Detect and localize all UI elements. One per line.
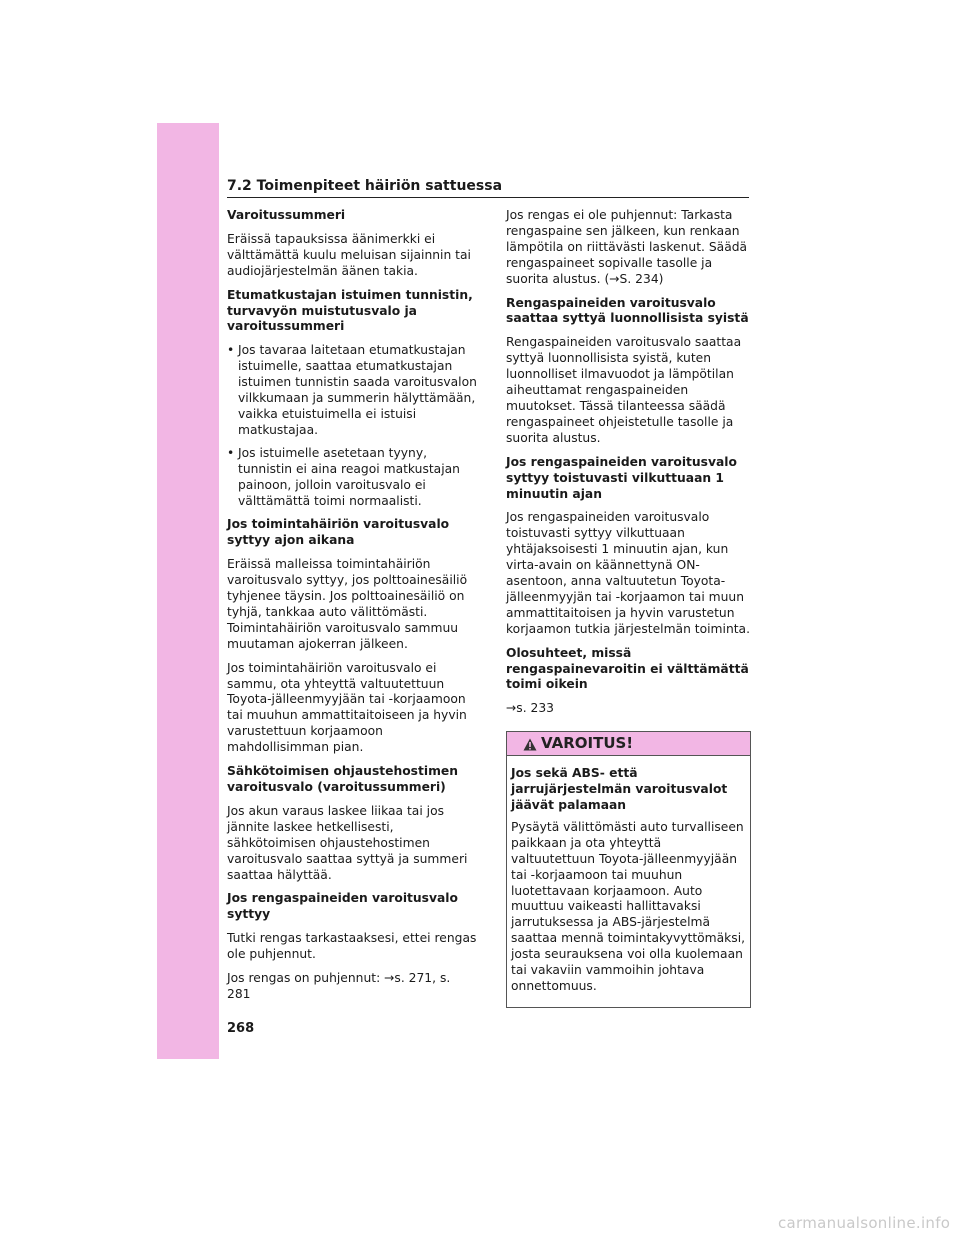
paragraph-page-reference: Jos rengas on puhjennut: →s. 271, s. 281 bbox=[227, 971, 451, 1001]
heading-passenger-sensor: Etumatkustajan istuimen tunnistin, turvavyön muistutusvalo ja varoitussummeri bbox=[227, 287, 473, 334]
warning-body bbox=[507, 756, 750, 1007]
page-number: 268 bbox=[227, 1021, 255, 1036]
warning-title: VAROITUS! bbox=[541, 734, 634, 753]
paragraph: Jos toimintahäiriön varoitusvalo ei sammu, ota yhteyttä valtuutettuun Toyota-jälleenmyyjään tai -korjaamoon tai muuhun ammattitaitoiseen ja hyvin varustettuun korjaamoon mahdollisimman pian. bbox=[227, 660, 467, 755]
warning-heading: Jos sekä ABS- että jarrujärjestelmän varoitusvalot jäävät palamaan bbox=[511, 766, 728, 812]
list-item: • Jos tavaraa laitetaan etumatkustajan istuimelle, saattaa etumatkustajan istuimen tunnistin saada varoitusvalon vilkkumaan ja summerin hälyttämään, vaikka etuistuimella ei istuisi matkustajaa. bbox=[227, 343, 477, 438]
heading-blinking-light: Jos rengaspaineiden varoitusvalo syttyy toistuvasti vilkuttuaan 1 minuutin ajan bbox=[506, 454, 737, 501]
left-column bbox=[227, 208, 477, 1011]
heading-malfunction-light: Jos toimintahäiriön varoitusvalo syttyy ajon aikana bbox=[227, 517, 450, 548]
watermark: carmanualsonline.info bbox=[778, 1214, 951, 1232]
right-column bbox=[506, 208, 751, 1008]
paragraph: Eräissä malleissa toimintahäiriön varoitusvalo syttyy, jos polttoainesäiliö tyhjenee täysin. Jos polttoainesäiliö on tyhjä, tankkaa auto välittömästi. Toimintahäiriön varoitusvalo sammuu muutaman ajokerran jälkeen. bbox=[227, 557, 468, 651]
paragraph-page-reference: →s. 233 bbox=[506, 701, 554, 716]
heading-conditions: Olosuhteet, missä rengaspainevaroitin ei välttämättä toimi oikein bbox=[506, 645, 749, 692]
chapter-tab-bar bbox=[157, 123, 219, 1059]
paragraph: Eräissä tapauksissa äänimerkki ei välttämättä kuulu meluisan sijainnin tai audiojärjestelmän äänen takia. bbox=[227, 231, 471, 278]
warning-text: Pysäytä välittömästi auto turvalliseen paikkaan ja ota yhteyttä valtuutettuun Toyota-jälleenmyyjään tai -korjaamoon tai muuhun luotettavaan korjaamoon. Auto muuttuu vaikeasti hallittavaksi jarrutuksessa ja ABS-järjestelmä saattaa mennä toimintakyvyttömäksi, josta seurauksena voi olla kuolemaan tai vakaviin vammoihin johtava onnettomuus. bbox=[511, 819, 746, 993]
heading-warning-buzzer: Varoitussummeri bbox=[227, 208, 346, 222]
heading-power-steering: Sähkötoimisen ohjaustehostimen varoitusvalo (varoitussummeri) bbox=[227, 764, 458, 794]
section-header: 7.2 Toimenpiteet häiriön sattuessa bbox=[227, 178, 749, 198]
paragraph: Rengaspaineiden varoitusvalo saattaa syttyä luonnollisista syistä, kuten luonnolliset ilmavuodot ja lämpötilan aiheuttamat rengaspaineiden muutokset. Tässä tilanteessa säädä rengaspaineet ohjeistetulle tasolle ja suorita alustus. bbox=[506, 335, 742, 445]
paragraph: Jos rengas ei ole puhjennut: Tarkasta rengaspaine sen jälkeen, kun renkaan lämpötila on riittävästi laskenut. Säädä rengaspaineet sopivalle tasolle ja suorita alustus. (→S. 234) bbox=[506, 208, 748, 286]
paragraph: Jos rengaspaineiden varoitusvalo toistuvasti syttyy vilkuttuaan yhtäjaksoisesti 1 minuutin ajan, kun virta-avain on käännettynä ON-asentoon, anna valtuutetun Toyota-jälleenmyyjän tai -korjaamon tai muun ammattitaitoisen ja hyvin varustetun korjaamon tutkia järjestelmän toiminta. bbox=[506, 510, 751, 636]
paragraph: Jos akun varaus laskee liikaa tai jos jännite laskee hetkellisesti, sähkötoimisen ohjaustehostimen varoitusvalo saattaa syttyä ja summeri saattaa hälyttää. bbox=[227, 803, 468, 882]
bullet-list bbox=[227, 343, 477, 509]
heading-tire-pressure: Jos rengaspaineiden varoitusvalo syttyy bbox=[227, 891, 458, 922]
warning-triangle-icon bbox=[523, 738, 537, 751]
paragraph: Tutki rengas tarkastaaksesi, ettei rengas ole puhjennut. bbox=[227, 931, 477, 962]
warning-header bbox=[507, 732, 750, 756]
heading-natural-causes: Rengaspaineiden varoitusvalo saattaa syttyä luonnollisista syistä bbox=[506, 295, 749, 326]
list-item: • Jos istuimelle asetetaan tyyny, tunnistin ei aina reagoi matkustajan painoon, jolloin varoitusvalo ei välttämättä toimi normaalisti. bbox=[227, 446, 477, 510]
warning-box bbox=[506, 731, 751, 1008]
